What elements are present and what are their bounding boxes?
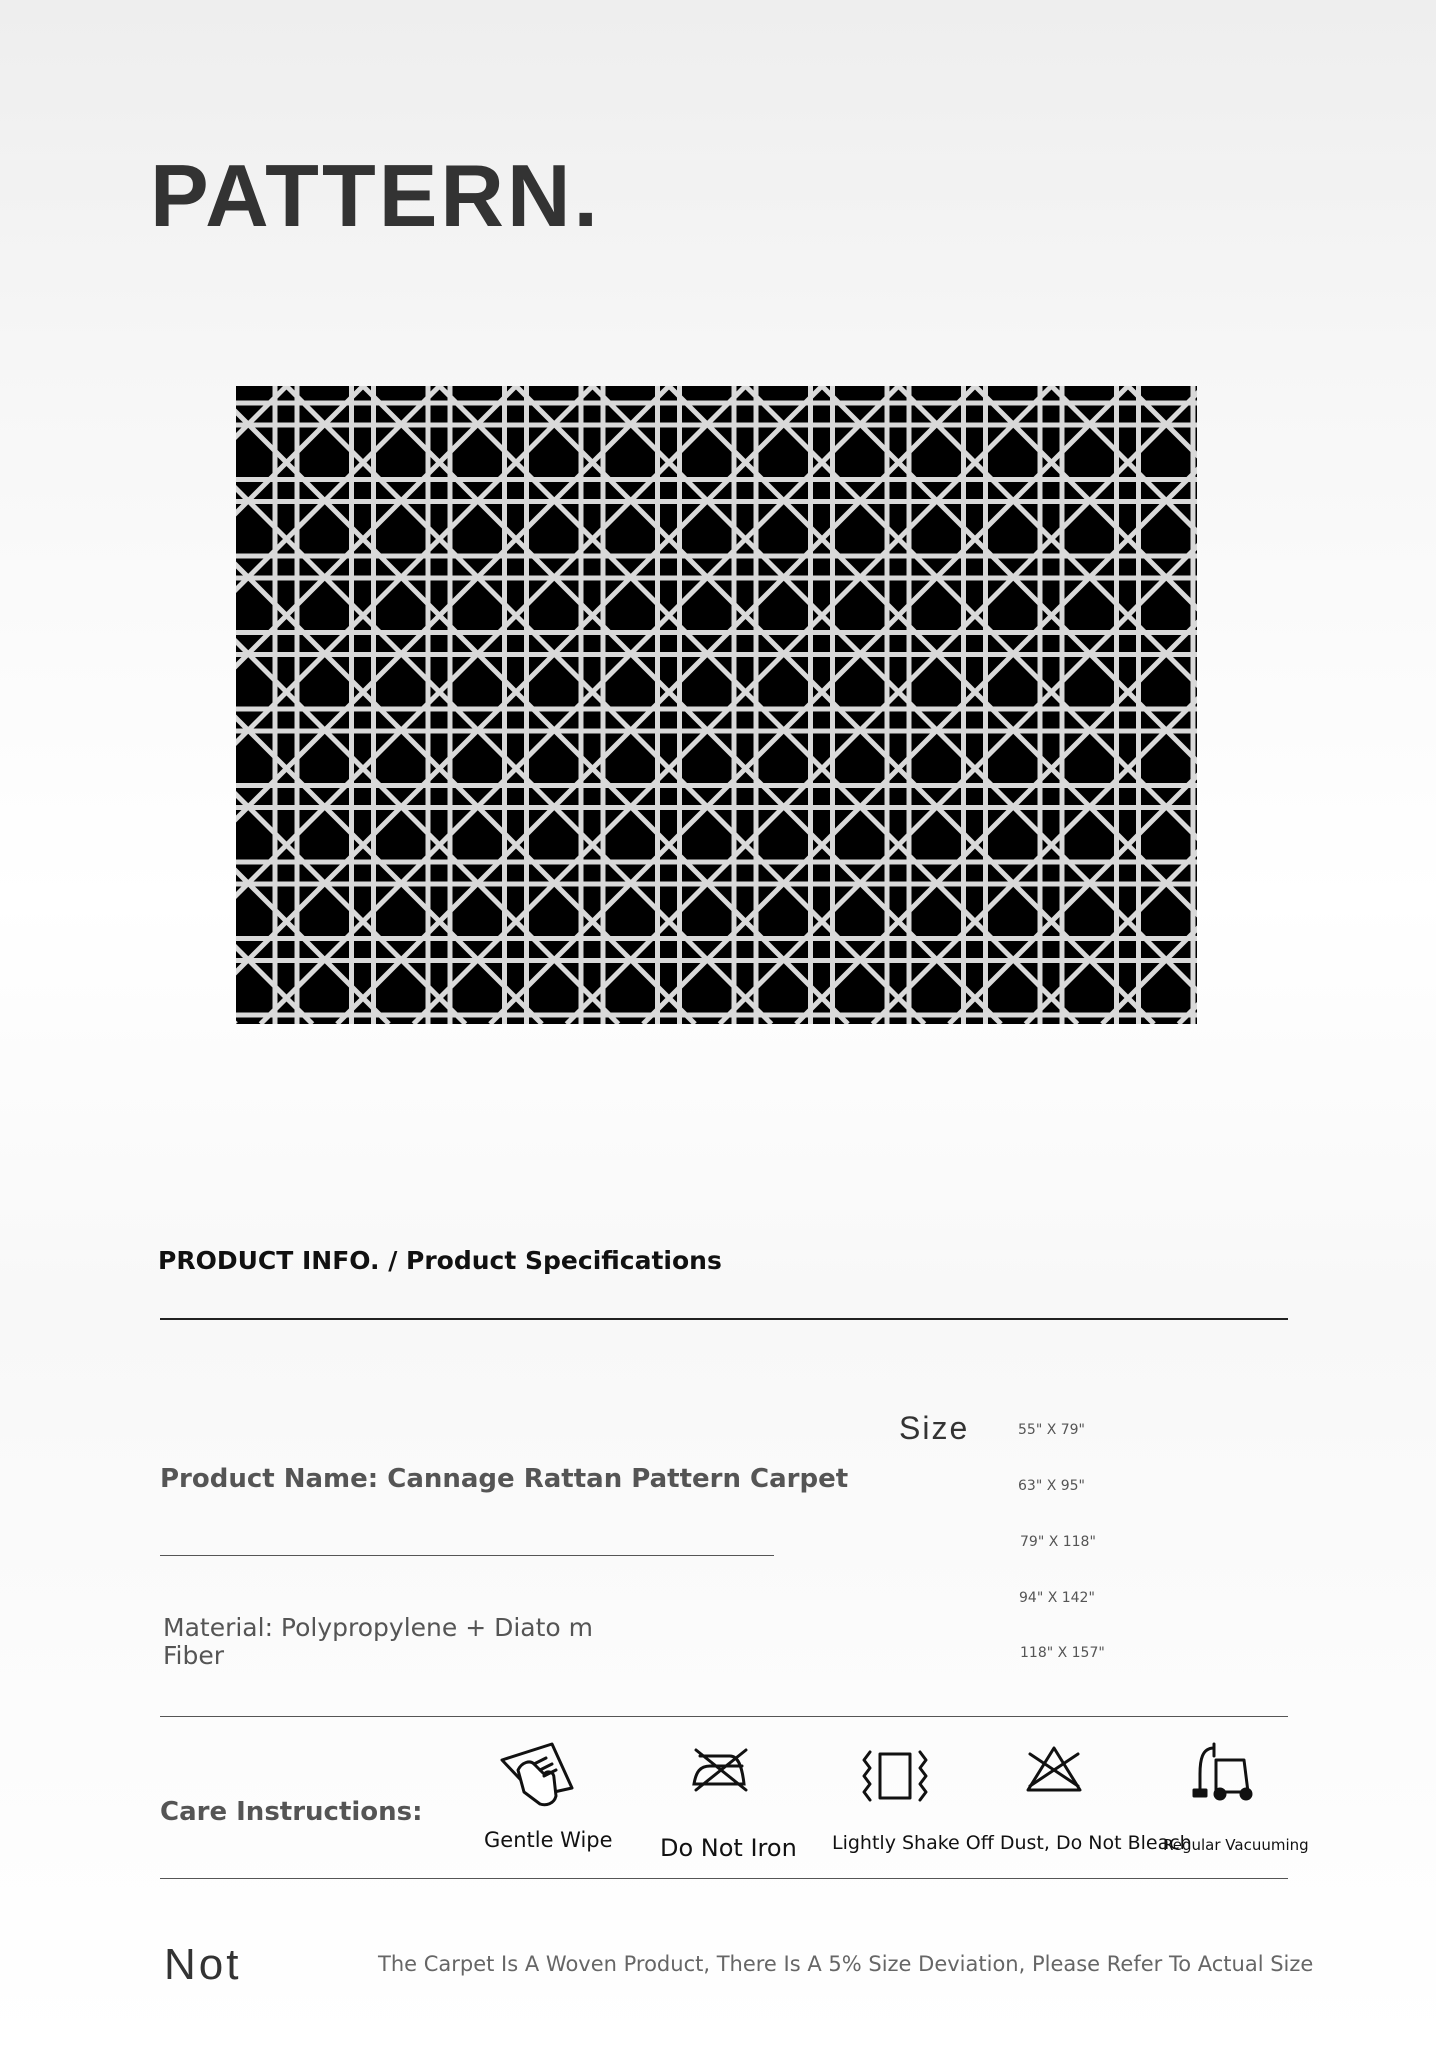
size-option: 63" X 95"	[1018, 1478, 1085, 1494]
care-item-label: Do Not Iron	[660, 1834, 797, 1862]
care-item-label: Regular Vacuuming	[1163, 1836, 1309, 1854]
do-not-bleach-icon	[1024, 1744, 1084, 1798]
material: Material: Polypropylene + Diato m Fiber	[163, 1613, 594, 1670]
shake-off-dust-icon	[862, 1748, 928, 1808]
size-option: 94" X 142"	[1019, 1590, 1095, 1606]
note-label: Not	[164, 1940, 242, 1989]
divider-top	[160, 1318, 1288, 1320]
care-item-label: Gentle Wipe	[484, 1828, 613, 1852]
gentle-wipe-icon	[500, 1740, 576, 1812]
divider-middle	[160, 1716, 1288, 1717]
size-label: Size	[899, 1410, 970, 1446]
page-title: PATTERN.	[150, 146, 601, 245]
size-option: 79" X 118"	[1020, 1534, 1096, 1550]
size-option: 55" X 79"	[1018, 1422, 1085, 1438]
do-not-iron-icon	[690, 1744, 750, 1798]
care-instructions-label: Care Instructions:	[160, 1797, 423, 1827]
divider-product-name	[160, 1555, 774, 1556]
cannage-rattan-pattern-image	[236, 386, 1197, 1024]
divider-bottom	[160, 1878, 1288, 1879]
product-info-heading: PRODUCT INFO. / Product Specifications	[158, 1246, 722, 1275]
note-text: The Carpet Is A Woven Product, There Is A 5% Size Deviation, Please Refer To Actual Size	[378, 1952, 1314, 1976]
product-name: Product Name: Cannage Rattan Pattern Carpet	[160, 1464, 849, 1494]
care-item-label: Lightly Shake Off Dust, Do Not Bleach	[832, 1832, 1192, 1854]
vacuum-icon	[1192, 1740, 1256, 1806]
size-option: 118" X 157"	[1020, 1645, 1105, 1661]
rattan-pattern-svg	[236, 386, 1197, 1024]
